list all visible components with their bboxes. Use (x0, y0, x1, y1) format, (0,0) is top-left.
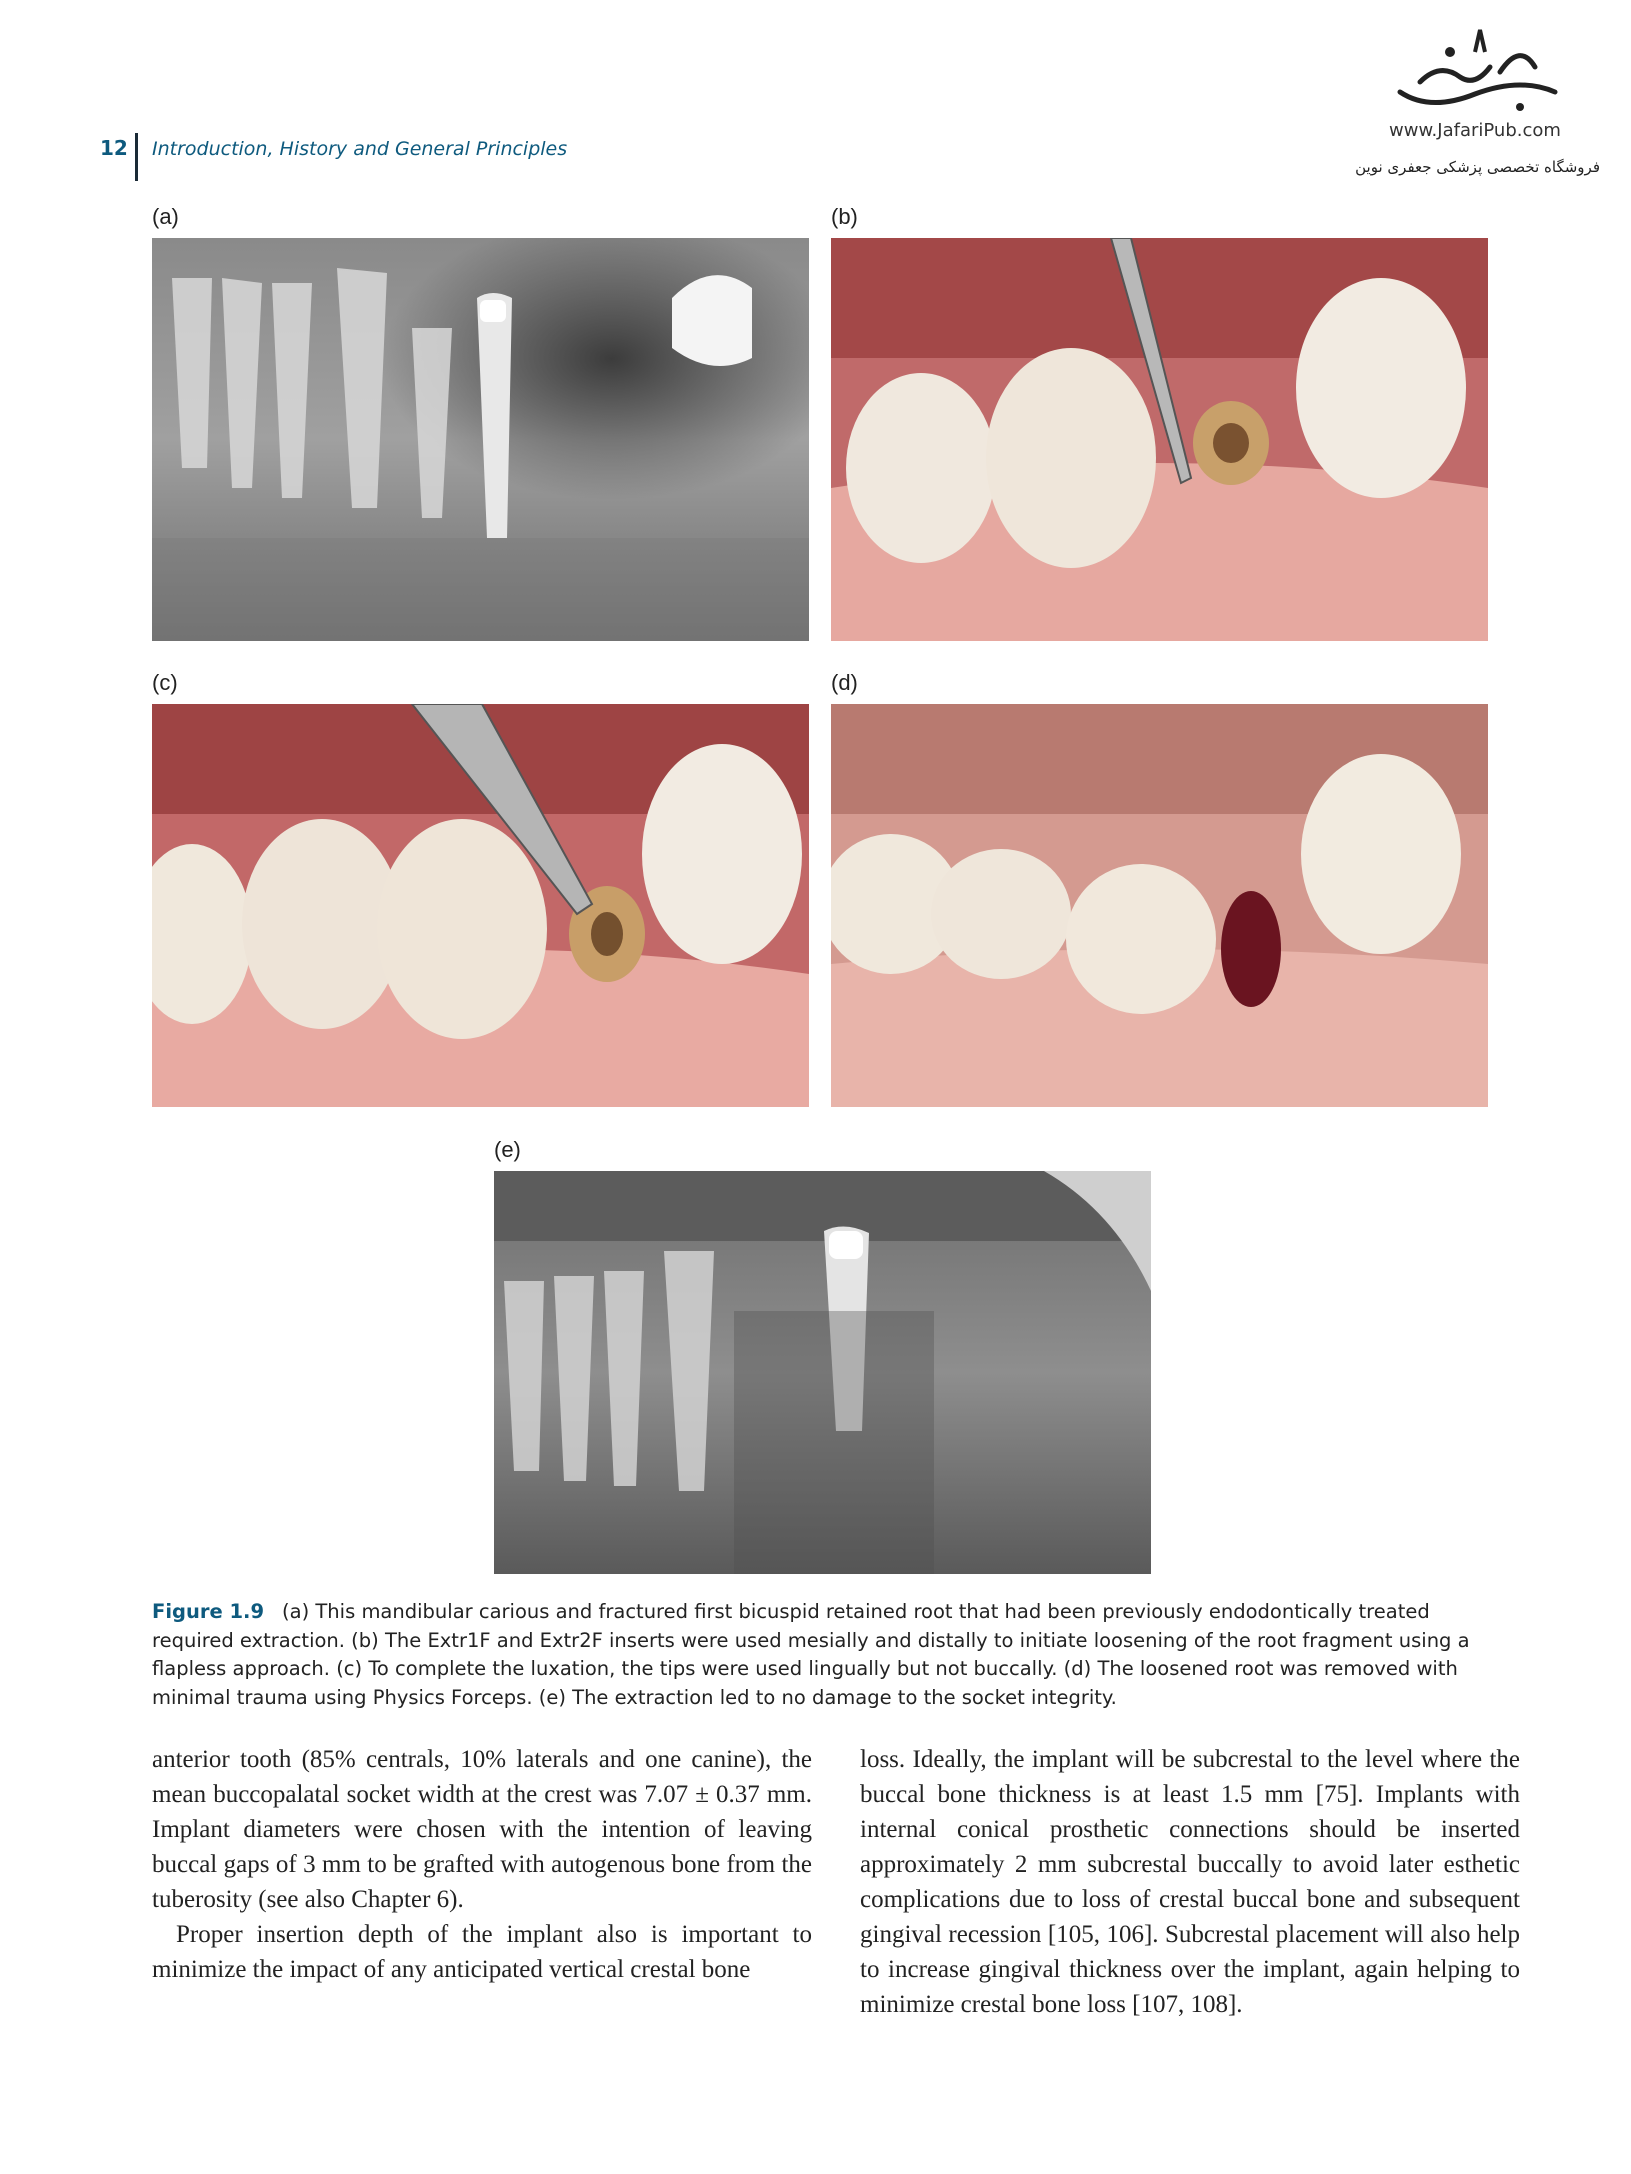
body-paragraph: Proper insertion depth of the implant also is important to minimize the impact of any anticipated vertical crestal bone (152, 1921, 812, 1983)
panel-label-a: (a) (152, 204, 179, 229)
panel-c-photo (152, 704, 809, 1107)
panel-d-photo (831, 704, 1488, 1107)
watermark-tagline: فروشگاه تخصصی پزشکی جعفری نوین (1355, 158, 1600, 176)
panel-label-d: (d) (831, 670, 858, 695)
body-paragraph: anterior tooth (85% centrals, 10% laterals and one canine), the mean buccopalatal socket width at the crest was 7.07 ± 0.37 mm. Implant diameters were chosen with the intention of leaving buccal gaps of 3 mm to be grafted with autogenous bone from the tuberosity (see also Chapter 6). (152, 1746, 812, 1913)
calligraphy-logo-icon (1380, 22, 1570, 122)
panel-b-photo (831, 238, 1488, 641)
running-title: Introduction, History and General Principles (152, 138, 568, 160)
panel-label-b: (b) (831, 204, 858, 229)
page-number: 12 (100, 136, 128, 160)
panel-label-c: (c) (152, 670, 178, 695)
figure-label: Figure 1.9 (152, 1600, 265, 1623)
panel-e-radiograph (494, 1171, 1151, 1574)
body-paragraph: loss. Ideally, the implant will be subcrestal to the level where the buccal bone thickness is at least 1.5 mm [75]. Implants with internal conical prosthetic connections should be inserted approximately 2 mm subcrestal buccally to avoid later esthetic complications due to loss of crestal buccal bone and subsequent gingival recession [105, 106]. Subcrestal placement will also help to increase gingival thickness over the implant, again helping to minimize crestal bone loss [107, 108]. (860, 1746, 1520, 2018)
header-divider (135, 133, 138, 181)
figure-caption (152, 1598, 1512, 1712)
panel-a-radiograph (152, 238, 809, 641)
body-left-column (152, 1742, 812, 1987)
caption-text: (a) This mandibular carious and fractured first bicuspid retained root that had been previously endodontically treated required extraction. (b) The Extr1F and Extr2F inserts were used mesially and distally to initiate loosening of the root fragment using a flapless approach. (c) To complete the luxation, the tips were used lingually but not buccally. (d) The loosened root was removed with minimal trauma using Physics Forceps. (e) The extraction led to no damage to the socket integrity. (152, 1600, 1470, 1709)
body-right-column (860, 1742, 1520, 2022)
panel-label-e: (e) (494, 1137, 521, 1162)
watermark-url: www.JafariPub.com (1389, 120, 1561, 141)
